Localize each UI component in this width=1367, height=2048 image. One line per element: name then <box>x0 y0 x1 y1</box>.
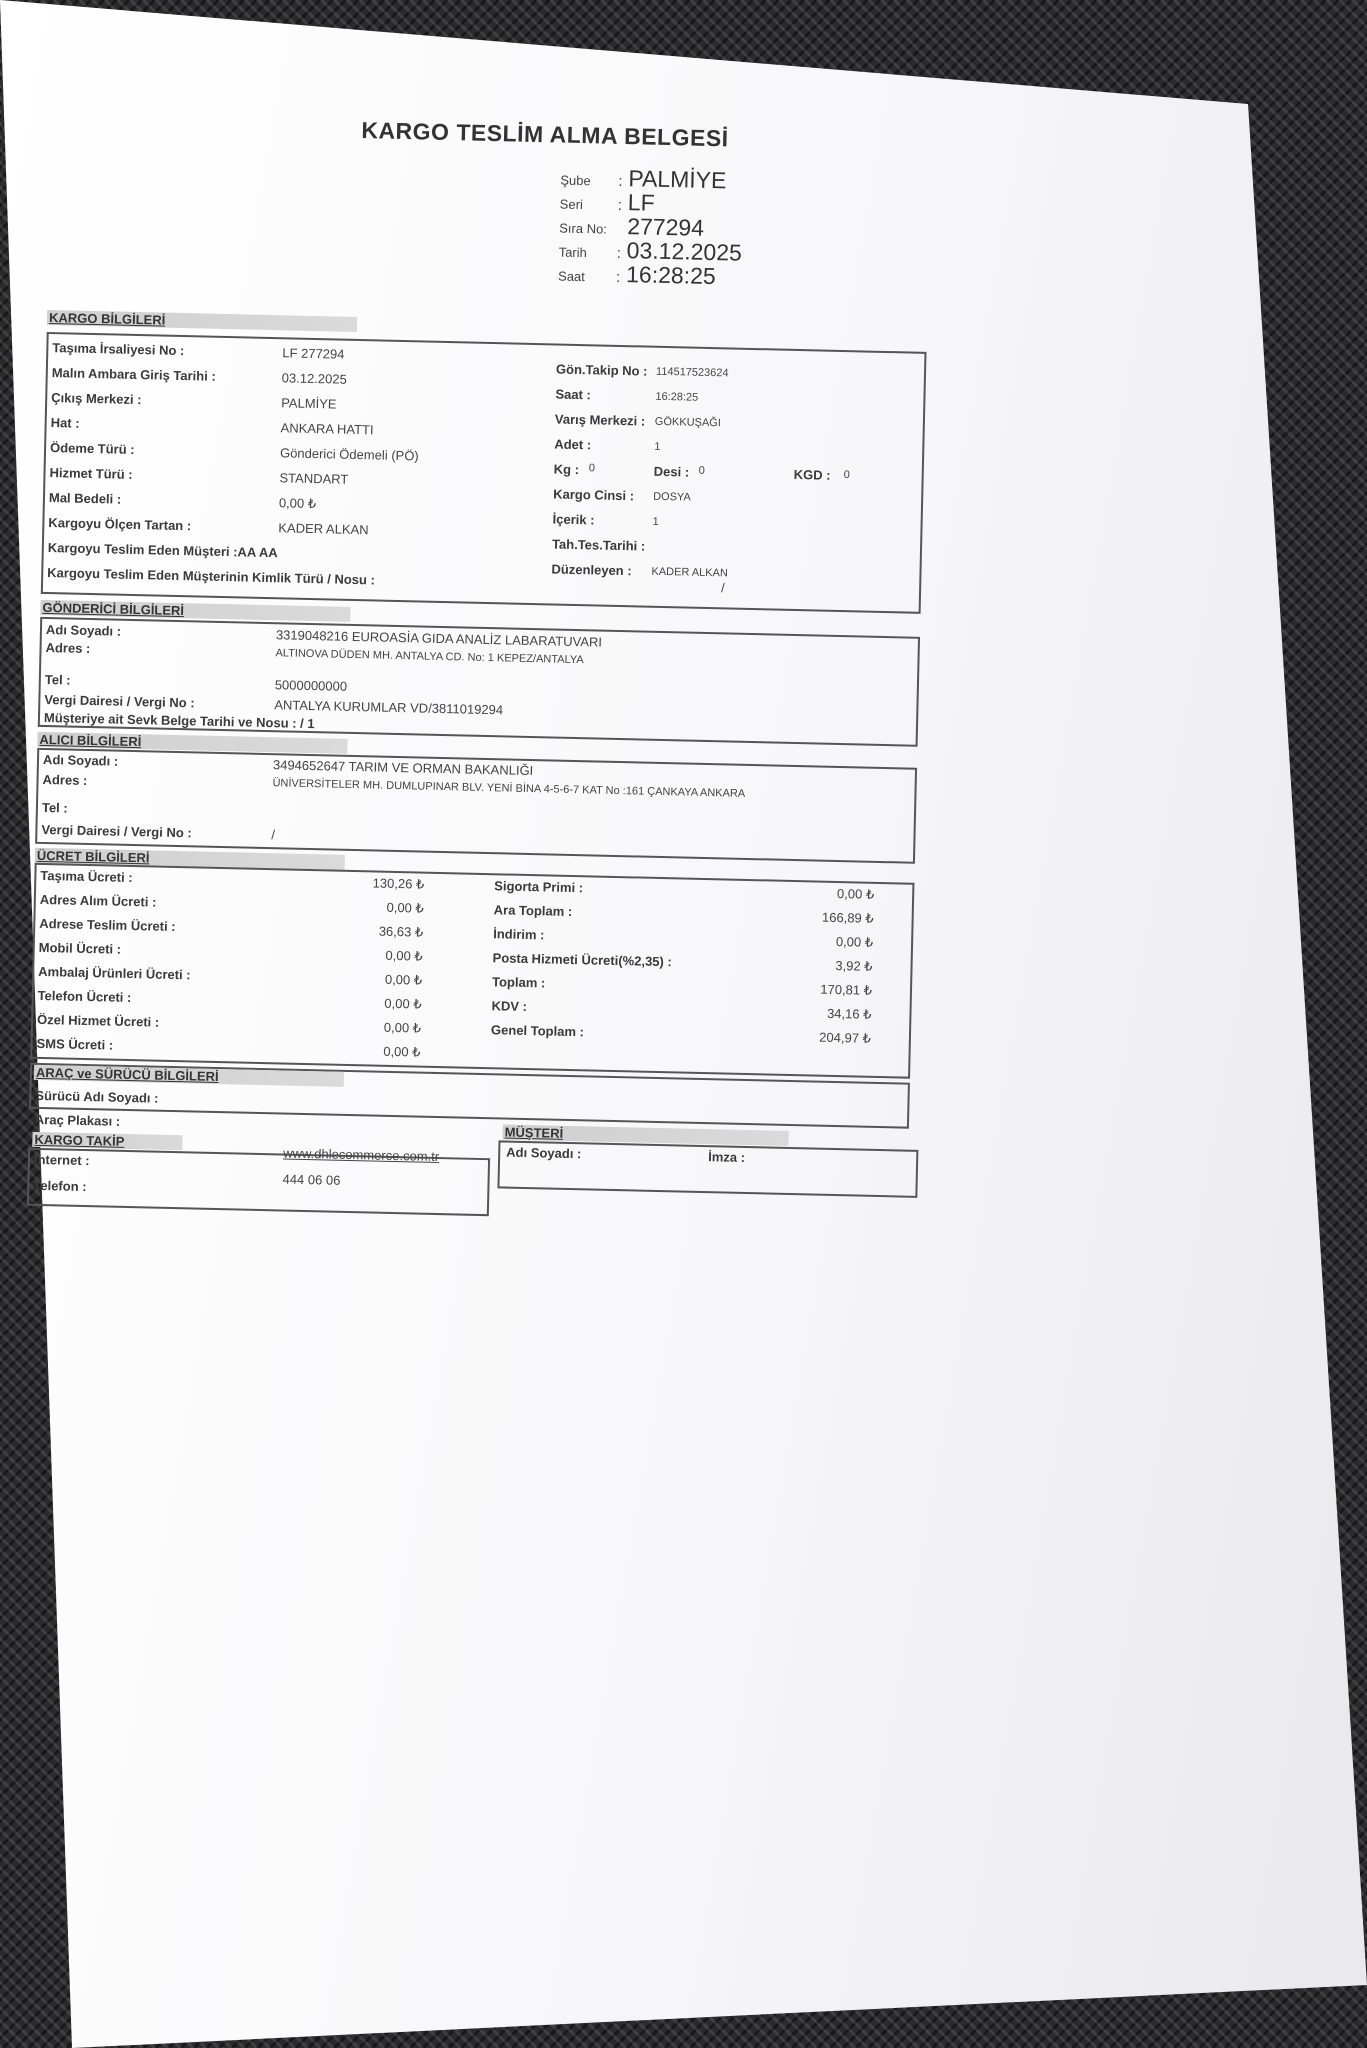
gonderici-vergi-value: ANTALYA KURUMLAR VD/3811019294 <box>274 697 504 718</box>
alici-tel-label: Tel : <box>41 799 68 816</box>
ucret-right-label: KDV : <box>491 998 528 1015</box>
desi-value: 0 <box>698 464 706 477</box>
document-title: KARGO TESLİM ALMA BELGESİ <box>361 117 729 152</box>
ambara-giris-value: 03.12.2025 <box>281 370 347 387</box>
section-title-arac: ARAÇ ve SÜRÜCÜ BİLGİLERİ <box>34 1065 344 1087</box>
takip-telefon-label: Telefon : <box>33 1177 87 1195</box>
gonderici-vergi-label: Vergi Dairesi / Vergi No : <box>44 691 195 711</box>
alici-vergi-value: / <box>271 827 276 843</box>
ucret-right-label: Posta Hizmeti Ücreti(%2,35) : <box>492 950 672 970</box>
ucret-left-label: Ambalaj Ürünleri Ücreti : <box>38 963 191 983</box>
hizmet-turu-value: STANDART <box>279 470 349 487</box>
header-label: Sıra No: <box>559 220 608 237</box>
takip-telefon-value: 444 06 06 <box>282 1171 341 1188</box>
ucret-left-value: 130,26 ₺ <box>372 875 425 892</box>
header-label: Şube <box>560 172 591 189</box>
saat-value: 16:28:25 <box>655 390 699 404</box>
ucret-left-value: 0,00 ₺ <box>383 1043 421 1060</box>
header-value: LF <box>627 189 655 216</box>
alici-adres-value: ÜNİVERSİTELER MH. DUMLUPINAR BLV. YENİ BİNA 4-5-6-7 KAT No :161 ÇANKAYA ANKARA <box>272 777 746 800</box>
varis-merkezi-label: Varış Merkezi : <box>554 411 646 429</box>
tah-tes-label: Tah.Tes.Tarihi : <box>551 536 646 554</box>
header-row-tarih: Tarih : 03.12.2025 <box>558 237 743 266</box>
header-value: 277294 <box>626 213 705 241</box>
gonderici-adres-value: ALTINOVA DÜDEN MH. ANTALYA CD. No: 1 KEPEZ/ANTALYA <box>275 647 584 667</box>
header-row-seri: Seri : LF <box>559 189 655 216</box>
hizmet-turu-label: Hizmet Türü : <box>49 465 133 482</box>
section-title-takip: KARGO TAKİP <box>32 1132 182 1150</box>
ucret-right-value: 3,92 ₺ <box>835 957 873 974</box>
ucret-right-value: 0,00 ₺ <box>835 934 874 950</box>
musteri-adi-label: Adı Soyadı : <box>506 1144 582 1162</box>
duzenleyen-value: KADER ALKAN <box>651 565 728 580</box>
ucret-right-value: 166,89 ₺ <box>821 909 874 926</box>
hat-label: Hat : <box>50 415 80 431</box>
ambara-giris-label: Malın Ambara Giriş Tarihi : <box>51 365 216 384</box>
kgd-value: 0 <box>843 469 850 482</box>
kimlik-turu-value: / <box>720 580 725 596</box>
header-label: Saat <box>557 268 586 285</box>
kg-value: 0 <box>588 462 596 475</box>
alici-vergi-label: Vergi Dairesi / Vergi No : <box>41 821 192 841</box>
alici-adi-label: Adı Soyadı : <box>42 751 119 769</box>
kgd-label: KGD : <box>793 466 831 483</box>
ucret-left-label: Adrese Teslim Ücreti : <box>39 915 176 935</box>
header-info <box>558 164 744 288</box>
teslim-eden-musteri: Kargoyu Teslim Eden Müşteri :AA AA <box>47 540 278 561</box>
gon-takip-label: Gön.Takip No : <box>555 361 648 379</box>
ucret-left-value: 0,00 ₺ <box>385 947 423 964</box>
tasima-irsaliye-value: LF 277294 <box>282 345 345 362</box>
gonderici-adi-value: 3319048216 EUROASİA GIDA ANALİZ LABARATUVARI <box>275 627 603 650</box>
header-row-sube: Şube : PALMİYE <box>560 165 727 194</box>
ucret-right-value: 170,81 ₺ <box>820 981 873 998</box>
header-label: Tarih <box>558 244 588 261</box>
cikis-merkezi-value: PALMİYE <box>281 395 337 412</box>
icerik-value: 1 <box>652 515 659 528</box>
ucret-left-value: 0,00 ₺ <box>386 899 424 916</box>
adet-label: Adet : <box>554 436 592 453</box>
ucret-right-label: Sigorta Primi : <box>494 878 584 896</box>
mal-bedeli-value: 0,00 ₺ <box>278 495 317 512</box>
imza-label: İmza : <box>708 1149 746 1165</box>
gonderici-tel-value: 5000000000 <box>274 677 348 694</box>
ucret-left-value: 36,63 ₺ <box>378 923 424 940</box>
ucret-right-label: İndirim : <box>493 926 545 943</box>
gonderici-tel-label: Tel : <box>44 671 71 688</box>
ucret-right-value: 0,00 ₺ <box>836 886 875 902</box>
olcen-tartan-value: KADER ALKAN <box>278 520 369 538</box>
header-label: Seri <box>559 196 584 213</box>
ucret-left-value: 0,00 ₺ <box>384 995 422 1012</box>
plaka-label: Araç Plakası : <box>34 1111 121 1129</box>
sevk-belge-label: Müşteriye ait Sevk Belge Tarihi ve Nosu : / 1 <box>43 709 315 732</box>
icerik-label: İçerik : <box>552 511 595 528</box>
kargo-cinsi-value: DOSYA <box>653 490 691 504</box>
hat-value: ANKARA HATTI <box>280 420 374 438</box>
header-row-saat: Saat : 16:28:25 <box>557 261 717 290</box>
ucret-left-label: Telefon Ücreti : <box>37 987 132 1006</box>
saat-label: Saat : <box>555 386 592 403</box>
alici-adi-value: 3494652647 TARIM VE ORMAN BAKANLIĞI <box>272 757 534 779</box>
varis-merkezi-value: GÖKKUŞAĞI <box>654 415 722 430</box>
olcen-tartan-label: Kargoyu Ölçen Tartan : <box>48 515 192 534</box>
desi-label: Desi : <box>653 463 690 480</box>
ucret-left-label: Adres Alım Ücreti : <box>39 891 157 910</box>
section-title-gonderici: GÖNDERİCİ BİLGİLERİ <box>40 600 350 622</box>
mal-bedeli-label: Mal Bedeli : <box>48 490 122 507</box>
duzenleyen-label: Düzenleyen : <box>551 561 632 579</box>
tasima-irsaliye-label: Taşıma İrsaliyesi No : <box>52 340 185 359</box>
ucret-left-label: Mobil Ücreti : <box>38 939 122 957</box>
kimlik-turu-label: Kargoyu Teslim Eden Müşterinin Kimlik Türü / Nosu : <box>47 565 376 588</box>
ucret-left-value: 0,00 ₺ <box>383 1019 422 1036</box>
section-title-musteri: MÜŞTERİ <box>503 1124 789 1145</box>
header-row-sira-no <box>559 212 743 240</box>
ucret-right-value: 204,97 ₺ <box>819 1029 872 1046</box>
alici-adres-label: Adres : <box>42 771 88 788</box>
internet-label: İnternet : <box>33 1151 90 1169</box>
header-value: 16:28:25 <box>625 261 717 290</box>
odeme-turu-label: Ödeme Türü : <box>49 440 135 457</box>
gon-takip-value: 114517523624 <box>655 365 729 380</box>
kargo-cinsi-label: Kargo Cinsi : <box>553 486 635 504</box>
section-title-kargo: KARGO BİLGİLERİ <box>47 310 357 332</box>
gonderici-adi-label: Adı Soyadı : <box>45 622 122 639</box>
ucret-left-label: Taşıma Ücreti : <box>40 867 133 886</box>
ucret-right-value: 34,16 ₺ <box>826 1005 872 1022</box>
odeme-turu-value: Gönderici Ödemeli (PÖ) <box>279 445 419 464</box>
ucret-left-label: SMS Ücreti : <box>36 1035 114 1053</box>
ucret-left-label: Özel Hizmet Ücreti : <box>36 1011 160 1030</box>
cikis-merkezi-label: Çıkış Merkezi : <box>51 390 142 408</box>
adet-value: 1 <box>654 440 661 453</box>
ucret-left-value: 0,00 ₺ <box>384 971 423 988</box>
ucret-right-label: Toplam : <box>491 974 546 991</box>
header-value: 03.12.2025 <box>626 237 743 266</box>
surucu-label: Sürücü Adı Soyadı : <box>35 1087 159 1106</box>
ucret-right-label: Ara Toplam : <box>493 902 573 920</box>
header-value: PALMİYE <box>628 165 727 194</box>
section-title-alici: ALICI BİLGİLERİ <box>37 732 347 754</box>
gonderici-adres-label: Adres : <box>45 639 91 657</box>
section-title-ucret: ÜCRET BİLGİLERİ <box>35 848 345 870</box>
internet-link[interactable]: www.dhlecommerce.com.tr <box>282 1145 440 1165</box>
ucret-right-label: Genel Toplam : <box>490 1022 585 1040</box>
kg-label: Kg : <box>553 461 580 478</box>
